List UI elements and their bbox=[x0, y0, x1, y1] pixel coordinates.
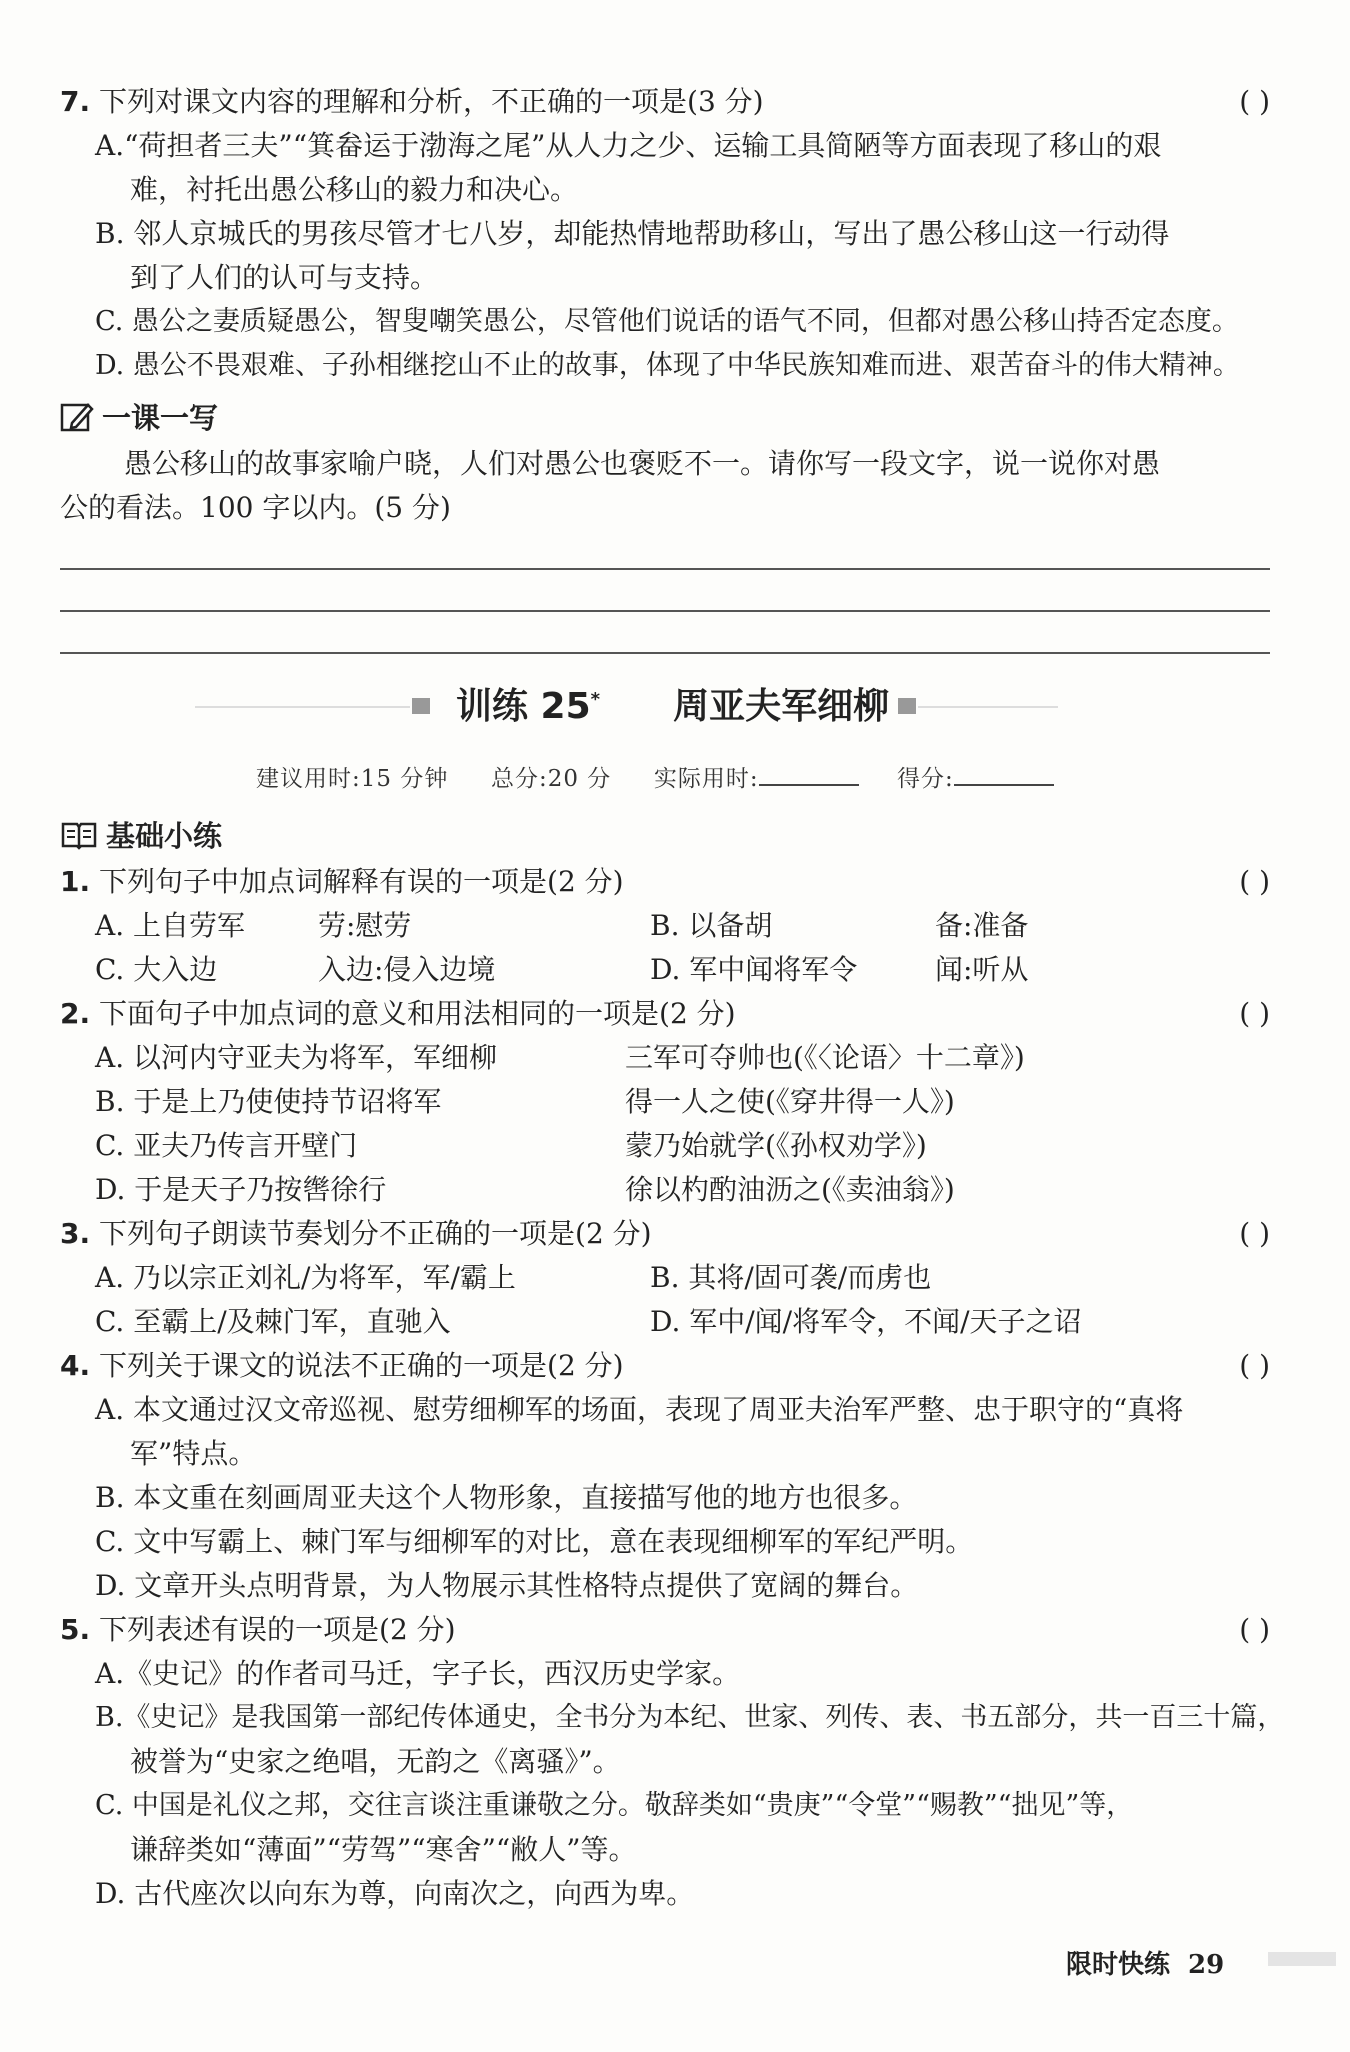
question-stem: 下列表述有误的一项是(2 分) bbox=[99, 1613, 456, 1646]
option-a-line1: A.“荷担者三夫”“箕畚运于渤海之尾”从人力之少、运输工具简陋等方面表现了移山的艰 bbox=[95, 129, 1162, 162]
option-b-reference: 得一人之使(《穿井得一人》) bbox=[625, 1085, 955, 1118]
option-c: C. 亚夫乃传言开壁门 bbox=[95, 1129, 358, 1162]
question-2 bbox=[60, 992, 1270, 1036]
title-right-ornament bbox=[898, 698, 916, 714]
score-label: 得分: bbox=[896, 766, 954, 792]
option-d: D. 古代座次以向东为尊，向南次之，向西为卑。 bbox=[95, 1877, 695, 1910]
question-number: 4. bbox=[60, 1349, 91, 1382]
answer-blank[interactable]: ( ) bbox=[1239, 1613, 1270, 1646]
pencil-box-icon bbox=[60, 401, 94, 433]
option-c: C. 文中写霸上、棘门军与细柳军的对比，意在表现细柳军的军纪严明。 bbox=[95, 1525, 974, 1558]
option-d: D. 文章开头点明背景，为人物展示其性格特点提供了宽阔的舞台。 bbox=[95, 1569, 919, 1602]
option-d: D. 于是天子乃按辔徐行 bbox=[95, 1173, 387, 1206]
option-d: D. 军中/闻/将军令，不闻/天子之诏 bbox=[650, 1305, 1082, 1338]
question-number: 7. bbox=[60, 85, 91, 118]
option-c: C. 至霸上/及棘门军，直驰入 bbox=[95, 1305, 451, 1338]
option-d-reference: 徐以杓酌油沥之(《卖油翁》) bbox=[625, 1173, 955, 1206]
open-book-icon bbox=[60, 820, 98, 850]
option-a: A.《史记》的作者司马迁，字子长，西汉历史学家。 bbox=[95, 1657, 741, 1690]
option-b-line1: B. 邻人京城氏的男孩尽管才七八岁，却能热情地帮助移山，写出了愚公移山这一行动得 bbox=[95, 217, 1170, 250]
option-a: A. 上自劳军 bbox=[95, 909, 246, 942]
option-c-line2: 谦辞类如“薄面”“劳驾”“寒舍”“敝人”等。 bbox=[130, 1833, 637, 1866]
option-c-reference: 蒙乃始就学(《孙权劝学》) bbox=[625, 1129, 927, 1162]
question-1 bbox=[60, 860, 1270, 904]
question-3 bbox=[60, 1212, 1270, 1256]
option-b: B. 其将/固可袭/而虏也 bbox=[650, 1261, 932, 1294]
option-b: B. 于是上乃使使持节诏将军 bbox=[95, 1085, 442, 1118]
lesson-asterisk: * bbox=[590, 689, 601, 710]
option-c-line1: C. 中国是礼仪之邦，交往言谈注重谦敬之分。敬辞类如“贵庚”“令堂”“赐教”“拙见”等， bbox=[95, 1790, 1134, 1821]
answer-blank[interactable]: ( ) bbox=[1239, 1217, 1270, 1250]
option-a-definition: 劳:慰劳 bbox=[318, 909, 412, 942]
option-b: B. 以备胡 bbox=[650, 909, 773, 942]
lesson-topic: 周亚夫军细柳 bbox=[673, 686, 890, 727]
score-field[interactable] bbox=[954, 784, 1054, 786]
option-b-line1: B.《史记》是我国第一部纪传体通史，全书分为本纪、世家、列传、表、书五部分，共一百三十篇， bbox=[95, 1702, 1285, 1733]
option-d-definition: 闻:听从 bbox=[935, 953, 1029, 986]
question-stem: 下列句子中加点词解释有误的一项是(2 分) bbox=[99, 865, 624, 898]
writing-line[interactable] bbox=[60, 652, 1270, 654]
option-a: A. 以河内守亚夫为将军，军细柳 bbox=[95, 1041, 498, 1074]
title-right-line bbox=[918, 706, 1058, 708]
question-stem: 下列对课文内容的理解和分析，不正确的一项是(3 分) bbox=[99, 85, 764, 118]
question-stem: 下列句子朗读节奏划分不正确的一项是(2 分) bbox=[99, 1217, 652, 1250]
footer-decoration bbox=[1268, 1952, 1336, 1966]
lesson-title-banner bbox=[0, 672, 1350, 744]
question-stem: 下面句子中加点词的意义和用法相同的一项是(2 分) bbox=[99, 997, 736, 1030]
basics-heading-text: 基础小练 bbox=[106, 819, 223, 853]
suggested-time: 建议用时:15 分钟 bbox=[256, 766, 449, 792]
write-prompt-line2: 公的看法。100 字以内。(5 分) bbox=[60, 491, 451, 524]
question-4 bbox=[60, 1344, 1270, 1388]
title-left-ornament bbox=[412, 698, 430, 714]
actual-time-label: 实际用时: bbox=[653, 766, 759, 792]
write-prompt-line1: 愚公移山的故事家喻户晓，人们对愚公也褒贬不一。请你写一段文字，说一说你对愚 bbox=[124, 447, 1161, 480]
question-number: 3. bbox=[60, 1217, 91, 1250]
answer-blank[interactable]: ( ) bbox=[1239, 85, 1270, 118]
option-c: C. 大入边 bbox=[95, 953, 218, 986]
writing-line[interactable] bbox=[60, 610, 1270, 612]
option-c-definition: 入边:侵入边境 bbox=[318, 953, 496, 986]
question-5 bbox=[60, 1608, 1270, 1652]
option-a-reference: 三军可夺帅也(《〈论语〉十二章》) bbox=[625, 1041, 1025, 1074]
actual-time-field[interactable] bbox=[759, 784, 859, 786]
option-d: D. 愚公不畏艰难、子孙相继挖山不止的故事，体现了中华民族知难而进、艰苦奋斗的伟大精神。 bbox=[95, 350, 1240, 381]
total-score: 总分:20 分 bbox=[490, 766, 612, 792]
option-a: A. 乃以宗正刘礼/为将军，军/霸上 bbox=[95, 1261, 516, 1294]
page-number: 29 bbox=[1188, 1950, 1225, 1980]
page-footer bbox=[1066, 1944, 1224, 1981]
question-7 bbox=[60, 80, 1270, 124]
question-number: 5. bbox=[60, 1613, 91, 1646]
lesson-number: 训练 25 bbox=[456, 686, 591, 727]
title-left-line bbox=[195, 706, 410, 708]
question-number: 1. bbox=[60, 865, 91, 898]
answer-blank[interactable]: ( ) bbox=[1239, 865, 1270, 898]
lesson-title bbox=[456, 678, 889, 729]
option-b-line2: 到了人们的认可与支持。 bbox=[130, 261, 439, 294]
option-a-line2: 难，衬托出愚公移山的毅力和决心。 bbox=[130, 173, 579, 206]
option-b: B. 本文重在刻画周亚夫这个人物形象，直接描写他的地方也很多。 bbox=[95, 1481, 918, 1514]
question-stem: 下列关于课文的说法不正确的一项是(2 分) bbox=[99, 1349, 624, 1382]
timing-info bbox=[256, 760, 1084, 793]
book-section-label: 限时快练 bbox=[1066, 1950, 1171, 1980]
option-d: D. 军中闻将军令 bbox=[650, 953, 858, 986]
basics-section-heading bbox=[60, 814, 222, 855]
option-b-definition: 备:准备 bbox=[935, 909, 1029, 942]
option-a-line1: A. 本文通过汉文帝巡视、慰劳细柳军的场面，表现了周亚夫治军严整、忠于职守的“真将 bbox=[95, 1393, 1184, 1426]
option-b-line2: 被誉为“史家之绝唱，无韵之《离骚》”。 bbox=[130, 1745, 621, 1778]
write-heading-text: 一课一写 bbox=[102, 401, 219, 435]
question-number: 2. bbox=[60, 997, 91, 1030]
answer-blank[interactable]: ( ) bbox=[1239, 1349, 1270, 1382]
option-a-line2: 军”特点。 bbox=[130, 1437, 257, 1470]
option-c: C. 愚公之妻质疑愚公，智叟嘲笑愚公，尽管他们说话的语气不同，但都对愚公移山持否定态度。 bbox=[95, 306, 1239, 337]
writing-line[interactable] bbox=[60, 568, 1270, 570]
answer-blank[interactable]: ( ) bbox=[1239, 997, 1270, 1030]
write-section-heading bbox=[60, 396, 218, 437]
